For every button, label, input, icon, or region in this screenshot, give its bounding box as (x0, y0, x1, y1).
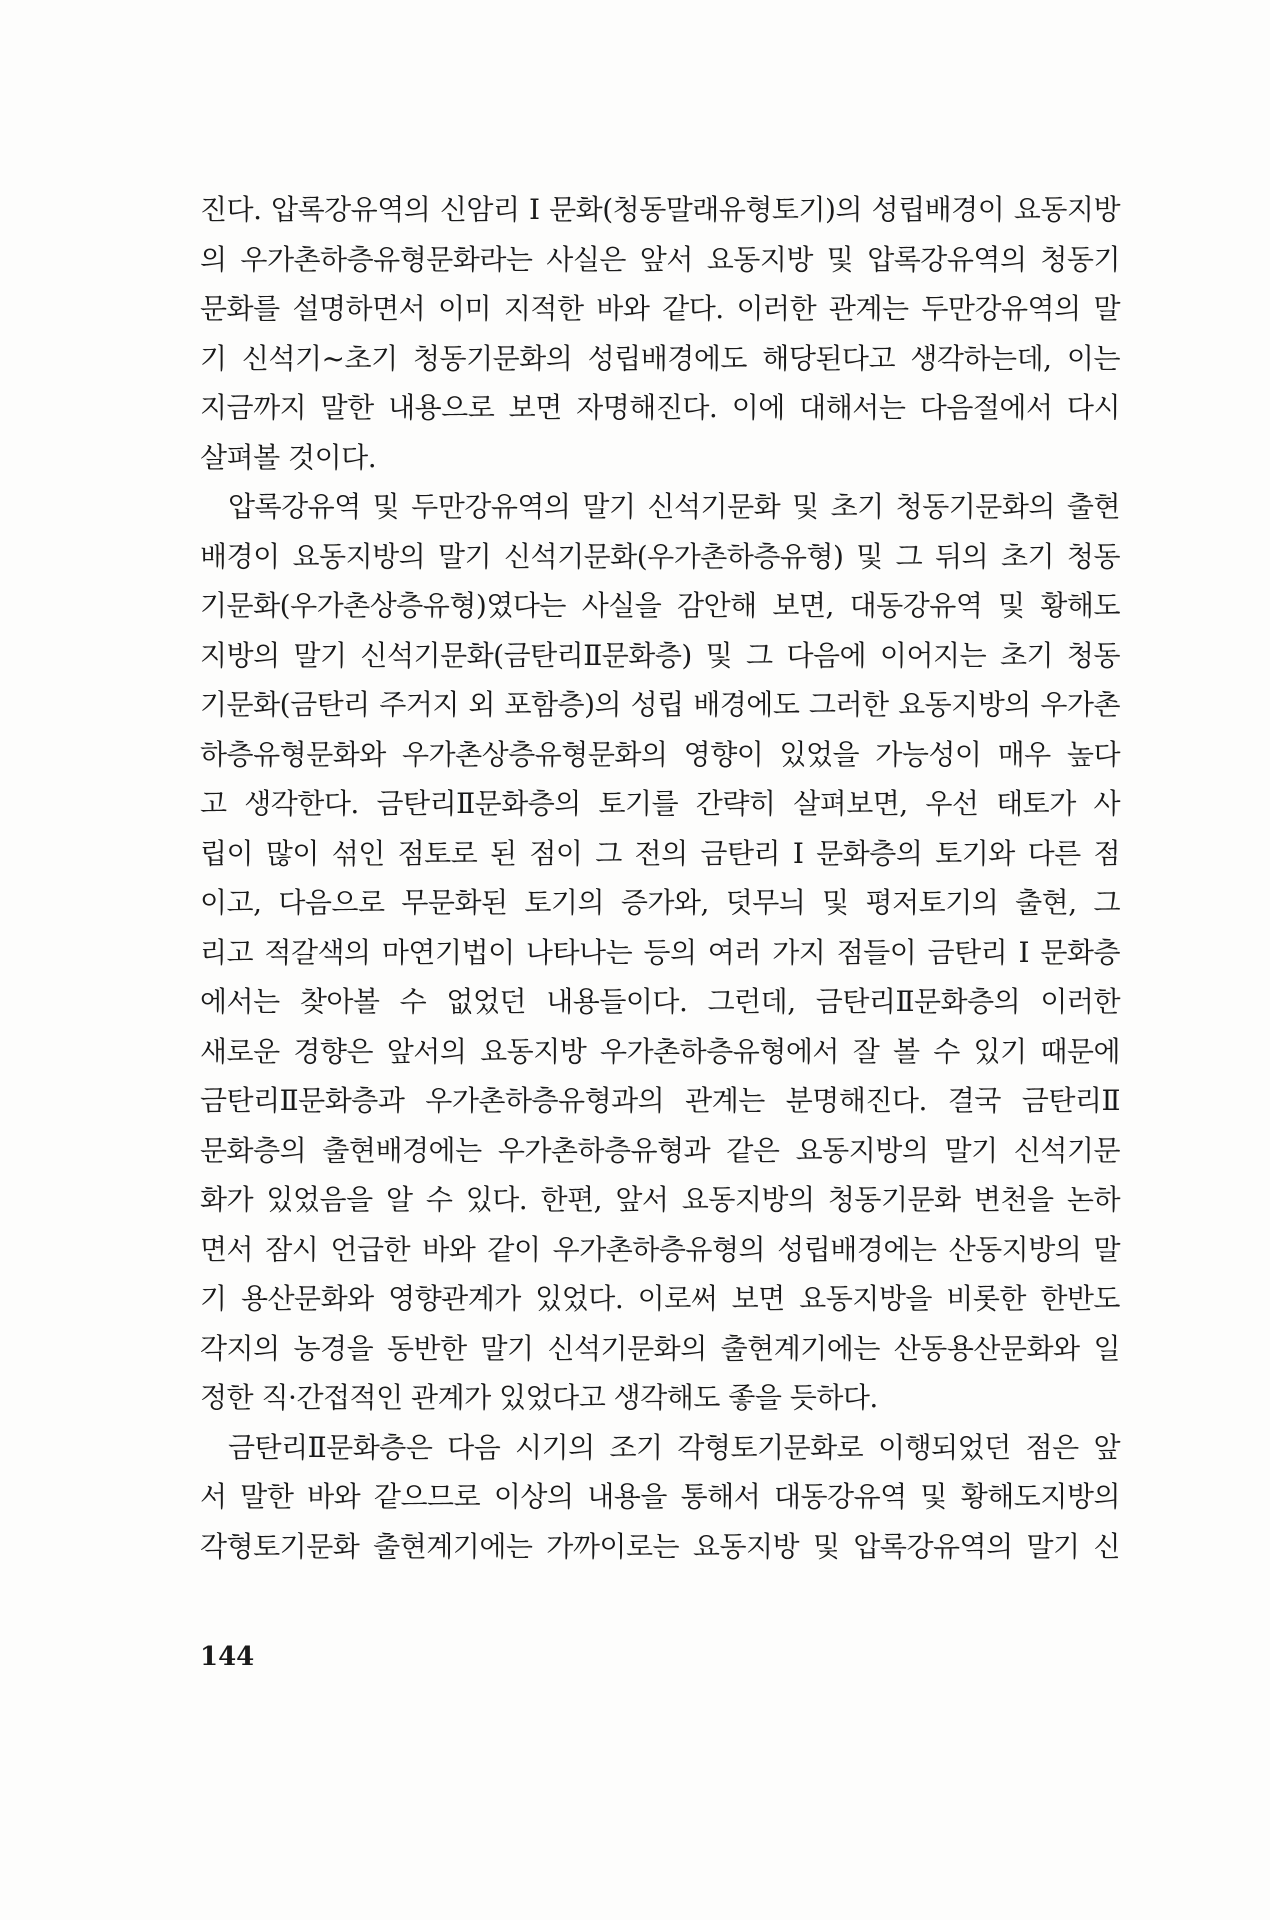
text-line: 기문화(우가촌상층유형)였다는 사실을 감안해 보면, 대동강유역 및 황해도 (200, 589, 1120, 622)
text-line: 금탄리Ⅱ문화층은 다음 시기의 조기 각형토기문화로 이행되었던 점은 앞 (228, 1430, 1120, 1464)
text-line: 문화층의 출현배경에는 우가촌하층유형과 같은 요동지방의 말기 신석기문 (200, 1133, 1120, 1167)
text-line: 이고, 다음으로 무문화된 토기의 증가와, 덧무늬 및 평저토기의 출현, 그 (200, 886, 1120, 919)
text-line: 금탄리Ⅱ문화층과 우가촌하층유형과의 관계는 분명해진다. 결국 금탄리Ⅱ (200, 1084, 1120, 1117)
text-line: 기 용산문화와 영향관계가 있었다. 이로써 보면 요동지방을 비롯한 한반도 (200, 1282, 1120, 1315)
text-line: 각형토기문화 출현계기에는 가까이로는 요동지방 및 압록강유역의 말기 신 (200, 1529, 1120, 1563)
paragraph-1 (200, 185, 1120, 482)
text-line: 정한 직·간접적인 관계가 있었다고 생각해도 좋을 듯하다. (200, 1381, 878, 1414)
text-line: 진다. 압록강유역의 신암리 I 문화(청동말래유형토기)의 성립배경이 요동지방 (200, 193, 1120, 226)
paragraph-2 (200, 482, 1120, 1423)
text-line: 화가 있었음을 알 수 있다. 한편, 앞서 요동지방의 청동기문화 변천을 논하 (200, 1183, 1120, 1216)
page-number: 144 (200, 1642, 255, 1672)
text-line: 지금까지 말한 내용으로 보면 자명해진다. 이에 대해서는 다음절에서 다시 (200, 391, 1120, 424)
text-line: 살펴볼 것이다. (200, 440, 377, 474)
body-text (200, 185, 1120, 1571)
text-line: 리고 적갈색의 마연기법이 나타나는 등의 여러 가지 점들이 금탄리 I 문화층 (200, 935, 1120, 969)
text-line: 에서는 찾아볼 수 없었던 내용들이다. 그런데, 금탄리Ⅱ문화층의 이러한 (200, 985, 1120, 1018)
text-line: 문화를 설명하면서 이미 지적한 바와 같다. 이러한 관계는 두만강유역의 말 (200, 292, 1120, 325)
text-line: 지방의 말기 신석기문화(금탄리Ⅱ문화층) 및 그 다음에 이어지는 초기 청동 (200, 638, 1120, 672)
text-line: 립이 많이 섞인 점토로 된 점이 그 전의 금탄리 I 문화층의 토기와 다른 점 (200, 836, 1120, 870)
text-line: 배경이 요동지방의 말기 신석기문화(우가촌하층유형) 및 그 뒤의 초기 청동 (200, 539, 1120, 573)
text-line: 고 생각한다. 금탄리Ⅱ문화층의 토기를 간략히 살펴보면, 우선 태토가 사 (200, 787, 1120, 820)
text-line: 의 우가촌하층유형문화라는 사실은 앞서 요동지방 및 압록강유역의 청동기 (200, 242, 1120, 276)
text-line: 하층유형문화와 우가촌상층유형문화의 영향이 있었을 가능성이 매우 높다 (200, 737, 1120, 771)
text-line: 각지의 농경을 동반한 말기 신석기문화의 출현계기에는 산동용산문화와 일 (200, 1331, 1120, 1365)
text-line: 새로운 경향은 앞서의 요동지방 우가촌하층유형에서 잘 볼 수 있기 때문에 (200, 1034, 1120, 1068)
text-line: 기 신석기~초기 청동기문화의 성립배경에도 해당된다고 생각하는데, 이는 (200, 341, 1120, 375)
paragraph-3 (200, 1423, 1120, 1572)
text-line: 서 말한 바와 같으므로 이상의 내용을 통해서 대동강유역 및 황해도지방의 (200, 1480, 1120, 1513)
text-line: 압록강유역 및 두만강유역의 말기 신석기문화 및 초기 청동기문화의 출현 (228, 490, 1120, 523)
text-line: 면서 잠시 언급한 바와 같이 우가촌하층유형의 성립배경에는 산동지방의 말 (200, 1232, 1120, 1266)
text-line: 기문화(금탄리 주거지 외 포함층)의 성립 배경에도 그러한 요동지방의 우가촌 (200, 688, 1120, 721)
